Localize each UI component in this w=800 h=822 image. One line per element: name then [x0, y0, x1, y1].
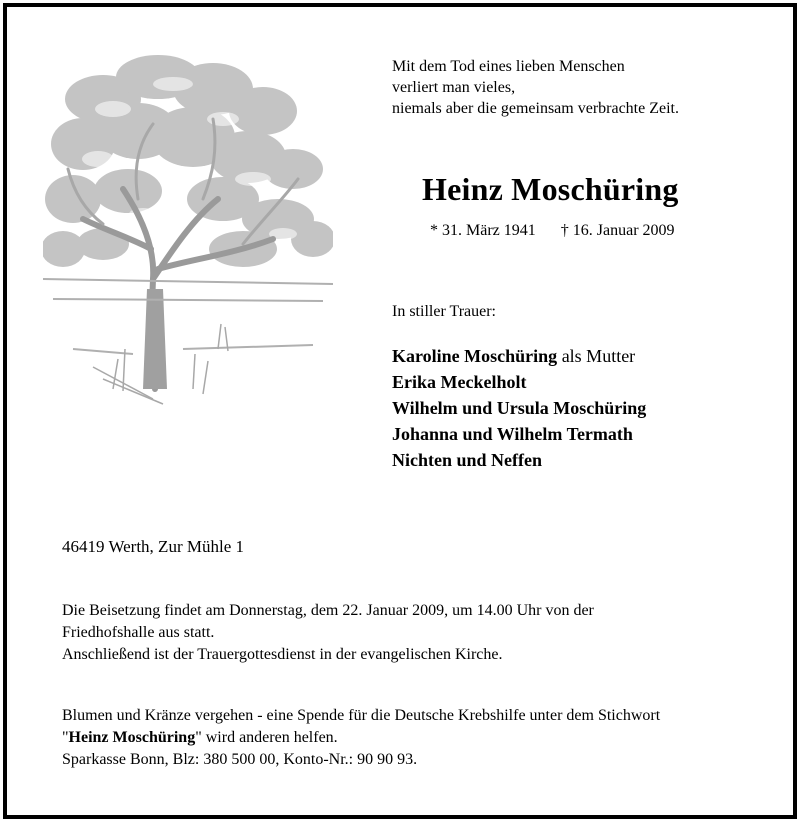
donation-keyword-line: [62, 727, 660, 749]
service-line: Die Beisetzung findet am Donnerstag, dem 22. Januar 2009, um 14.00 Uhr von der: [62, 602, 594, 619]
quote-line: Mit dem Tod eines lieben Menschen: [392, 58, 625, 75]
quote-line: niemals aber die gemeinsam verbrachte Zeit.: [392, 100, 679, 117]
mourner-name: Nichten und Neffen: [392, 450, 543, 470]
service-line: Anschließend ist der Trauergottesdienst in der evangelischen Kirche.: [62, 646, 503, 663]
donation-keyword: Heinz Moschüring: [68, 729, 196, 746]
life-dates: [430, 222, 675, 240]
mourner-name: Johanna und Wilhelm Termath: [392, 424, 633, 444]
mourner: [392, 395, 646, 421]
obituary-card: [3, 3, 797, 819]
mourners-list: [392, 343, 646, 473]
quote: [392, 56, 679, 119]
quote-mark: ": [62, 729, 69, 746]
mourner: [392, 369, 646, 395]
mourner-name: Karoline Moschüring: [392, 346, 558, 366]
quote-line: verliert man vieles,: [392, 79, 516, 96]
mourner-relation: als Mutter: [557, 346, 636, 366]
donation-line: Blumen und Kränze vergehen - eine Spende für die Deutsche Krebshilfe unter dem Stichwort: [62, 707, 661, 724]
service-line: Friedhofshalle aus statt.: [62, 624, 215, 641]
mourner-name: Wilhelm und Ursula Moschüring: [392, 398, 647, 418]
donation-info: [62, 705, 660, 771]
funeral-service-info: [62, 600, 594, 666]
mourning-intro: In stiller Trauer:: [392, 303, 496, 320]
donation-line-rest: " wird anderen helfen.: [195, 729, 338, 746]
tree-illustration: [43, 49, 333, 409]
deceased-name: Heinz Moschüring: [422, 171, 679, 207]
death-date: † 16. Januar 2009: [560, 222, 675, 239]
mourner: [392, 343, 646, 369]
mourner-name: Erika Meckelholt: [392, 372, 527, 392]
birth-date: * 31. März 1941: [430, 222, 536, 239]
bank-details: Sparkasse Bonn, Blz: 380 500 00, Konto-Nr.: 90 90 93.: [62, 751, 418, 768]
address: 46419 Werth, Zur Mühle 1: [62, 537, 244, 556]
mourner: [392, 421, 646, 447]
mourner: [392, 447, 646, 473]
